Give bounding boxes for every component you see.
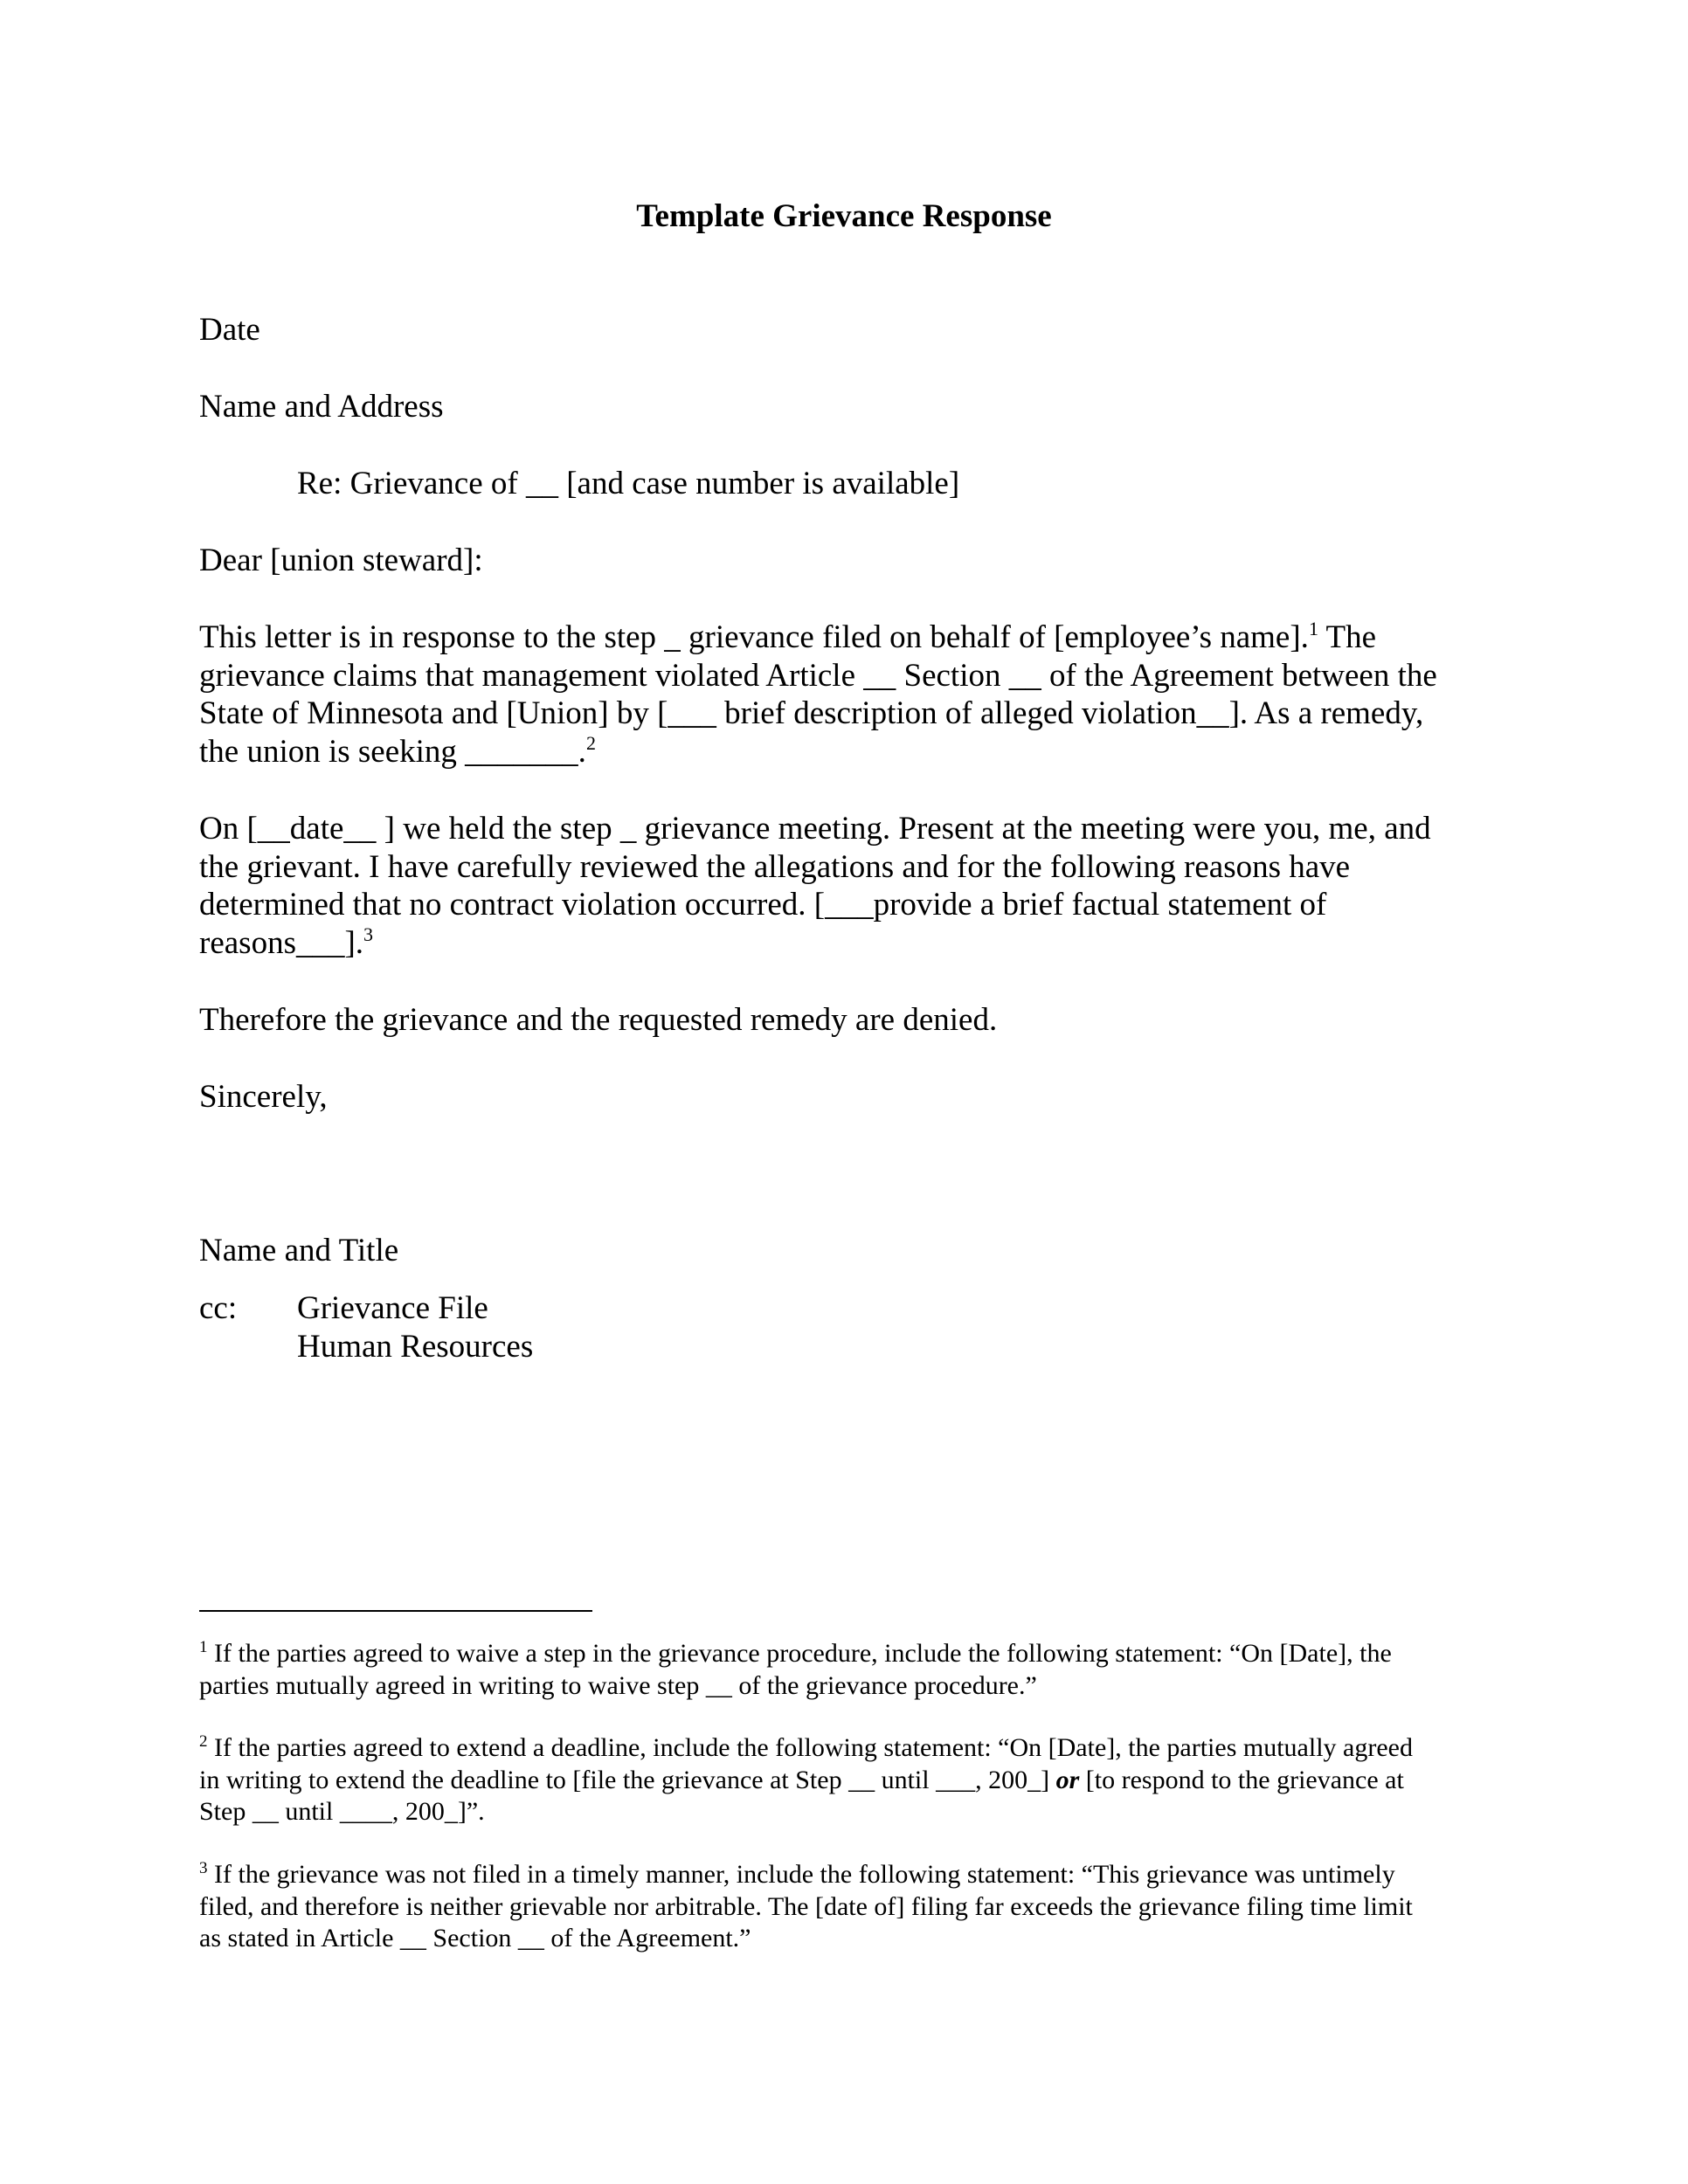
text-run: reasons___]. — [199, 924, 364, 961]
text-run: If the parties agreed to waive a step in the grievance procedure, include the following statement: “On [Date], the — [207, 1639, 1392, 1668]
text-run: If the grievance was not filed in a timely manner, include the following statement: “This grievance was untimely — [207, 1860, 1395, 1889]
date-placeholder: Date — [199, 312, 260, 348]
emphasis-or: or — [1055, 1765, 1080, 1794]
paragraph-line: On [__date__ ] we held the step _ grievance meeting. Present at the meeting were you, me, and — [199, 811, 1431, 847]
re-line: Re: Grievance of __ [and case number is available] — [297, 466, 960, 501]
paragraph-line — [199, 619, 1510, 657]
text-run: The — [1318, 619, 1377, 655]
footnote-line: as stated in Article __ Section __ of the Agreement.” — [199, 1924, 751, 1952]
footnote-line: parties mutually agreed in writing to waive step __ of the grievance procedure.” — [199, 1670, 1037, 1700]
text-run: This letter is in response to the step _ grievance filed on behalf of [employee’s name]. — [199, 619, 1309, 655]
footnote-line — [199, 1638, 1510, 1670]
paragraph-line — [199, 924, 1510, 963]
footnote-1 — [199, 1638, 1510, 1702]
footnote-ref: 1 — [1308, 618, 1318, 639]
paragraph-line: State of Minnesota and [Union] by [___ brief description of alleged violation__]. As a remedy, — [199, 695, 1424, 731]
salutation: Dear [union steward]: — [199, 543, 483, 578]
footnote-line: Step __ until ____, 200_]”. — [199, 1797, 485, 1826]
footnote-line — [199, 1732, 1510, 1765]
footnote-separator — [199, 1610, 592, 1612]
footnote-ref: 3 — [363, 923, 374, 945]
closing: Sincerely, — [199, 1079, 328, 1115]
footnote-number: 2 — [199, 1732, 208, 1751]
paragraph-response-intro — [199, 619, 1510, 771]
footnote-number: 1 — [199, 1638, 208, 1656]
cc-item: Grievance File — [297, 1290, 488, 1326]
paragraph-line: grievance claims that management violated Article __ Section __ of the Agreement between the — [199, 657, 1437, 694]
paragraph-line: determined that no contract violation occurred. [___provide a brief factual statement of — [199, 887, 1327, 923]
footnote-3 — [199, 1859, 1510, 1955]
cc-label: cc: — [199, 1290, 238, 1326]
text-run: in writing to extend the deadline to [file the grievance at Step __ until ___, 200_] — [199, 1765, 1056, 1794]
footnote-2 — [199, 1732, 1510, 1828]
text-run: the union is seeking _______. — [199, 733, 586, 770]
paragraph-line — [199, 733, 1510, 771]
text-run: [to respond to the grievance at — [1079, 1765, 1404, 1794]
cc-item: Human Resources — [297, 1329, 534, 1365]
document-title: Template Grievance Response — [636, 198, 1052, 234]
footnote-number: 3 — [199, 1859, 208, 1877]
name-address-placeholder: Name and Address — [199, 389, 444, 425]
cc-list — [297, 1289, 533, 1366]
footnote-ref: 2 — [585, 731, 596, 754]
footnote-line — [199, 1765, 1510, 1797]
paragraph-line: the grievant. I have carefully reviewed the allegations and for the following reasons have — [199, 848, 1351, 885]
footnote-line: filed, and therefore is neither grievable nor arbitrable. The [date of] filing far exceeds the grievance filing time limit — [199, 1891, 1413, 1921]
footnote-line — [199, 1859, 1510, 1891]
text-run: If the parties agreed to extend a deadline, include the following statement: “On [Date], the parties mutually agreed — [207, 1733, 1413, 1762]
paragraph-meeting — [199, 810, 1510, 962]
signature-block: Name and Title — [199, 1233, 399, 1268]
paragraph-denial: Therefore the grievance and the requested remedy are denied. — [199, 1002, 998, 1038]
